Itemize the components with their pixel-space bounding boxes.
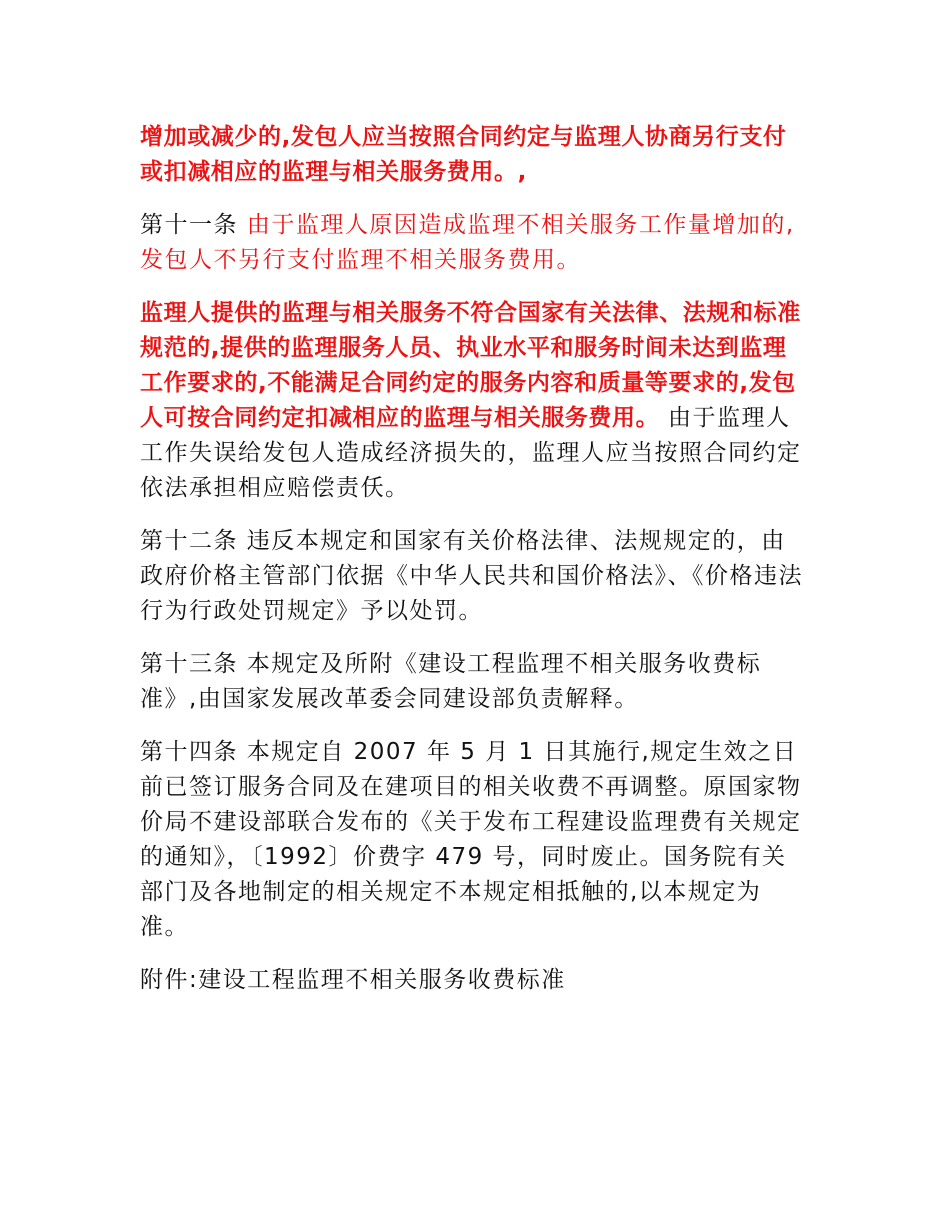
paragraph-fee-adjustment: 增加或减少的,发包人应当按照合同约定与监理人协商另行支付或扣减相应的监理与相关服务费用。, <box>140 124 787 185</box>
paragraph-attachment: 附件:建设工程监理不相关服务收费标准 <box>140 967 566 993</box>
paragraph-service-deduction <box>140 296 810 506</box>
article-11-label: 第十一条 <box>140 212 247 238</box>
paragraph-article-11 <box>140 208 810 278</box>
paragraph-article-14: 第十四条 本规定自 2007 年 5 月 1 日其施行,规定生效之日前已签订服务合同及在建项目的相关收费不再调整。原国家物价局不建设部联合发布的《关于发布工程建设监理费有关规定的通知》，〔1992〕价费字 479 号，同时废止。国务院有关部门及各地制定的相关规定不本规定相抵触的,以本规定为准。 <box>140 739 802 940</box>
article-11-text: 由于监理人原因造成监理不相关服务工作量增加的,发包人不另行支付监理不相关服务费用。 <box>140 212 795 273</box>
service-deduction-bold-text: 监理人提供的监理与相关服务不符合国家有关法律、法规和标准规范的,提供的监理服务人员、执业水平和服务时间未达到监理工作要求的,不能满足合同约定的服务内容和质量等要求的,发包人可按合同约定扣减相应的监理与相关服务费用。 <box>140 300 801 431</box>
service-deduction-text: 由于监理人工作失误给发包人造成经济损失的，监理人应当按照合同约定依法承担相应赔偿责仸。 <box>140 405 802 501</box>
paragraph-article-12: 第十二条 违反本规定和国家有关价格法律、法规规定的，由政府价格主管部门依据《中华人民共和国价格法》、《价格违法行为行政处罚规定》予以处罚。 <box>140 528 803 624</box>
paragraph-article-13: 第十三条 本规定及所附《建设工程监理不相关服务收费标准》,由国家发展改革委会同建设部负责解释。 <box>140 651 762 712</box>
document-page <box>140 120 810 1016</box>
